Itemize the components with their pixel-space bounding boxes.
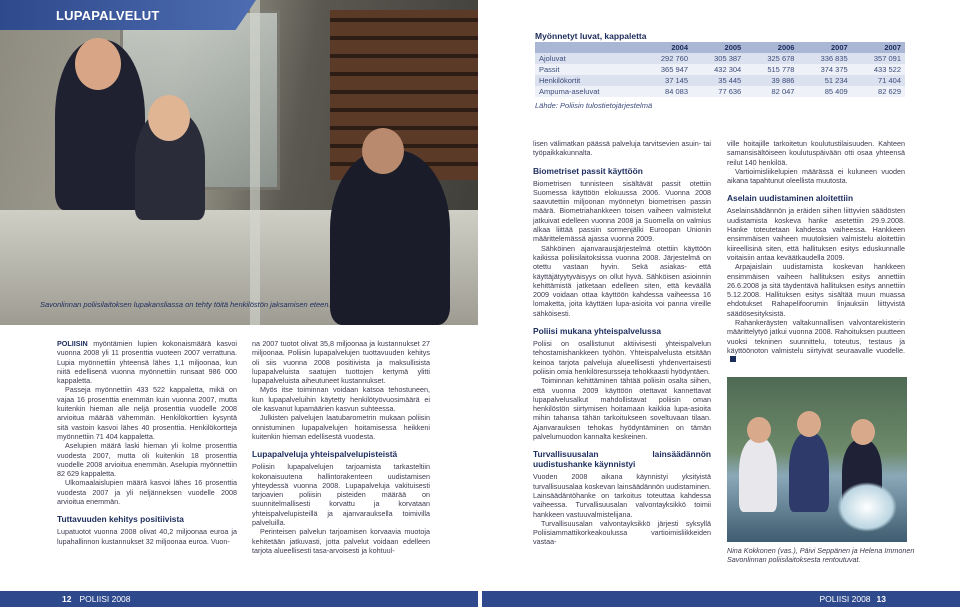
row-label: Henkilökortit [535, 75, 639, 86]
cell: 336 835 [798, 53, 851, 64]
page-number: 13 [876, 594, 886, 604]
table-row [535, 75, 905, 86]
paragraph: ville hoitajille tarkoitetun koulutustilaisuuden. Kahteen samansisältöiseen koulutuspäivään otti osaa yhteensä reilut 140 henkilöä. [727, 139, 905, 167]
subheading: Poliisi mukana yhteispalvelussa [533, 326, 662, 337]
table-header-year: 2004 [639, 42, 692, 53]
text-column-4 [727, 139, 905, 365]
subheading: Aselain uudistaminen aloitettiin [727, 193, 854, 204]
text-column-2 [252, 339, 430, 555]
footer-left [0, 591, 478, 607]
cell: 85 409 [798, 86, 851, 97]
secondary-photo-caption: Nina Kokkonen (vas.), Päivi Seppänen ja Helena Immonen Savonlinnan poliisilaitoksesta rentoutuvat. [727, 546, 915, 565]
paragraph: Vuoden 2008 aikana käynnistyi yksityistä turvallisuusalaa koskevan lainsäädännön uudistaminen. Lainsäädäntöhanke on tarkoitus toteuttaa kahdessa vaiheessa. Turvallisuusalan valvontayksikkö toimii hankkeen vastuuvalmistelijana. [533, 472, 711, 519]
subheading: Tuttavuuden kehitys positiivista [57, 514, 184, 525]
cell: 433 522 [852, 64, 905, 75]
table-source: Lähde: Poliisin tulostietojärjestelmä [535, 101, 653, 110]
text-column-1 [57, 339, 237, 546]
paragraph: lisen välimatkan päässä palveluja tarvitsevien asuin- tai työpaikkakunnalta. [533, 139, 711, 158]
subheading: Lupapalveluja yhteispalvelupisteistä [252, 449, 398, 460]
paragraph: Sähköinen ajanvarausjärjestelmä otettiin käyttöön kaikissa poliisilaitoksissa vuonna 2008. Järjestelmä on otettu vastaan hyvin. Sekä asiakas- että käyttäjätyytyväisyys on ollut hyvä. Sähköisen asioinnin kehittämistä jatketaan edelleen siten, että keväällä 2009 voidaan ottaa käyttöön kahdessa vaiheessa 16 lomaketta, joita käyttäen lupa-asioita voi panna vireille sähköisesti. [533, 243, 711, 318]
paragraph: Julkisten palvelujen laatubarometrin mukaan poliisin onnistuminen lupapalvelujen hoitamisessa heikkeni kuitenkin hieman edellisestä vuodesta. [252, 413, 430, 441]
table-row [535, 86, 905, 97]
paragraph: Turvallisuusalan valvontayksikkö järjesti syksyllä Poliisiammattikorkeakoulussa vartioimisliikkeiden vastaa- [533, 518, 711, 547]
cell: 82 629 [852, 86, 905, 97]
cell: 515 778 [745, 64, 798, 75]
paragraph: Biometrisen tunnisteen sisältävät passit otettiin Suomessa käyttöön elokuussa 2006. Vuonna 2008 saavutettiin miljoonan myönnetyn biometrisen passin määrä. Biometriahankkeen toisen vaiheen valmistelut jatkuivat edelleen vuonna 2008 ja Suomella on valmius alkaa liittää passiin sormenjälki Euroopan Unionin määrittelemässä ajassa vuonna 2009. [533, 178, 711, 244]
cell: 305 387 [692, 53, 745, 64]
secondary-photo [727, 377, 907, 542]
paragraph: Arpajaislain uudistamista koskevan hankkeen ensimmäisen vaiheen hallituksen esitys annettiin 26.6.2008 ja sitä täydentävä hallituksen esitys annettiin 5.12.2008. Hallituksen esitys sisältää muun muassa ehdotukset Rahapelifoorumin linjauksiin liittyvistä säädösesityksistä. [727, 262, 905, 318]
paragraph: myöntämien lupien kokonaismäärä kasvoi vuonna 2008 yli 11 prosenttia vuoteen 2007 verrattuna. Lupia myönnettiin yhteensä lähes 1,1 miljoonaa, kun niitä edellisenä vuonna myönnettiin runsaat 986 000 kappaletta. [57, 339, 237, 386]
end-mark-icon [730, 356, 736, 362]
cell: 292 760 [639, 53, 692, 64]
cell: 84 083 [639, 86, 692, 97]
paragraph: Ulkomaalaislupien määrä kasvoi lähes 16 prosenttia vuodesta 2007 ja yli neljänneksen vuodelle 2008 arvioitua enemmän. [57, 478, 237, 507]
paragraph: Aselainsäädännön ja eräiden siihen liittyvien säädösten uudistamista koskeva hanke asetettiin 29.9.2008. Hanke toteutetaan kahdessa vaiheessa. Hankkeen ensimmäisen vaiheen muutoksien valmistelu aloitettiin kiireellisinä siten, että hallituksen esitys eduskunnalle voitaisiin antaa keväätkaudella 2009. [727, 206, 905, 262]
paragraph: Aselupien määrä laski hieman yli kolme prosenttia vuodesta 2007, mutta oli kuitenkin 18 prosenttia vuodelle 2008 arvioitua enemmän. Aselupia myönnettiin 82 629 kappaletta. [57, 441, 237, 479]
subheading: Turvallisuusalan lainsäädännön uudistushanke käynnistyi [533, 449, 711, 470]
paragraph: Toiminnan kehittäminen tähtää poliisin osalta siihen, että vuonna 2009 käyttöön otettavat kannettavat lupapalvelusalkut mahdollistavat poliisin oman henkilöstön siirtymisen hoitamaan kaikkia lupa-asioita mihin tahansa tähän tarkoitukseen soveltuvaan tilaan. Ajanvarauksen tehokas hyödyntäminen on tämän palvelumuodon kannalta keskeinen. [533, 376, 711, 442]
table-title: Myönnetyt luvat, kappaletta [535, 31, 647, 41]
row-label: Ajoluvat [535, 53, 639, 64]
footer-right [482, 591, 960, 607]
table-header-year: 2007 [798, 42, 851, 53]
table-header-year: 2007 [852, 42, 905, 53]
main-photo [0, 0, 478, 325]
cell: 82 047 [745, 86, 798, 97]
footer-title: POLIISI 2008 [79, 594, 131, 604]
cell: 357 091 [852, 53, 905, 64]
table-row [535, 64, 905, 75]
cell: 71 404 [852, 75, 905, 86]
cell: 77 636 [692, 86, 745, 97]
cell: 37 145 [639, 75, 692, 86]
cell: 39 886 [745, 75, 798, 86]
cell: 325 678 [745, 53, 798, 64]
paragraph: na 2007 tuotot olivat 35,8 miljoonaa ja kustannukset 27 miljoonaa. Poliisin lupapalvelujen tuottavuuden kehitys oli siis vuonna 2008 positiivista ja maksullisista lupapalveluista saatujen tuottojen kertymä ylitti lupapalveluista aiheutuneet kustannukset. [252, 339, 430, 386]
cell: 374 375 [798, 64, 851, 75]
table-header-year: 2006 [745, 42, 798, 53]
page-number: 12 [62, 594, 72, 604]
cell: 365 947 [639, 64, 692, 75]
section-title: LUPAPALVELUT [56, 8, 160, 23]
main-photo-caption: Savonlinnan poliisilaitoksen lupakansliassa on tehty töitä henkilöstön jaksamisen eteen. [40, 300, 331, 309]
footer-title: POLIISI 2008 [819, 594, 871, 604]
cell: 432 304 [692, 64, 745, 75]
permits-table [535, 42, 905, 97]
text-column-3 [533, 139, 711, 547]
cell: 51 234 [798, 75, 851, 86]
paragraph: Perinteisen palvelun tarjoamisen korvaavia muotoja kehitetään jatkuvasti, jotta palvelut voidaan edelleen tarjota alueellisesti tasa-arvoisesti ja kohtuul- [252, 527, 430, 555]
paragraph: Poliisin lupapalvelujen tarjoamista tarkasteltiin kokonaisuutena hallintorakenteen uudistamisen yhteydessä vuonna 2008. Lupapalveluja vakituisesti tarjoavien poliisin pisteiden määrää on suunnitelmallisesti korvattu ja korvataan yhteispalvelupisteillä ja ajanvarauksella toimivilla palveluilla. [252, 462, 430, 528]
paragraph: Vartioimisliikelupien määrässä ei kuluneen vuoden aikana tapahtunut oleellista muutosta. [727, 166, 905, 186]
row-label: Ampuma-aseluvat [535, 86, 639, 97]
paragraph: Myös itse toiminnan voidaan katsoa tehostuneen, kun lupapalveluihin käytetty henkilötyövuosimäärä ei ole kasvanut lupamäärien kasvun suhteessa. [252, 385, 430, 414]
subheading: Biometriset passit käyttöön [533, 165, 643, 176]
paragraph: Rahankeräysten valtakunnallisen valvontarekisterin määrittelytyö jatkui vuonna 2008. Rahoituksen puutteen vuoksi tekninen suunnittelu, toteutus, testaus ja käyttöönoton valmistelu siirtyivät seuraavalle vuodelle. [727, 318, 905, 355]
table-row [535, 53, 905, 64]
paragraph: Lupatuotot vuonna 2008 olivat 40,2 miljoonaa euroa ja lupahallinnon kustannukset 32 miljoonaa euroa. Vuon- [57, 527, 237, 546]
cell: 35 445 [692, 75, 745, 86]
row-label: Passit [535, 64, 639, 75]
table-header-year: 2005 [692, 42, 745, 53]
paragraph: Passeja myönnettiin 433 522 kappaletta, mikä on vajaa 16 prosenttia enemmän kuin vuonna 2007, mutta kuitenkin hieman alle neljä prosenttia vuodelle 2008 arvioitua määrää vähemmän. Henkilökorttien kysyntä sitä vastoin kasvoi lähes 40 prosenttia. Henkilökortteja myönnettiin 71 404 kappaletta. [57, 385, 237, 441]
paragraph: Poliisi on osallistunut aktiivisesti yhteispalvelun tehostamishankkeen työhön. Yhteispalvelusta etsitään keinoa tarjota palveluja alueellisesti yhdenvertaisesti poliisin omia henkilöresursseja tehokkaasti hyödyntäen. [533, 339, 711, 376]
lead-word: POLIISIN [57, 339, 88, 348]
table-header-blank [535, 42, 639, 53]
